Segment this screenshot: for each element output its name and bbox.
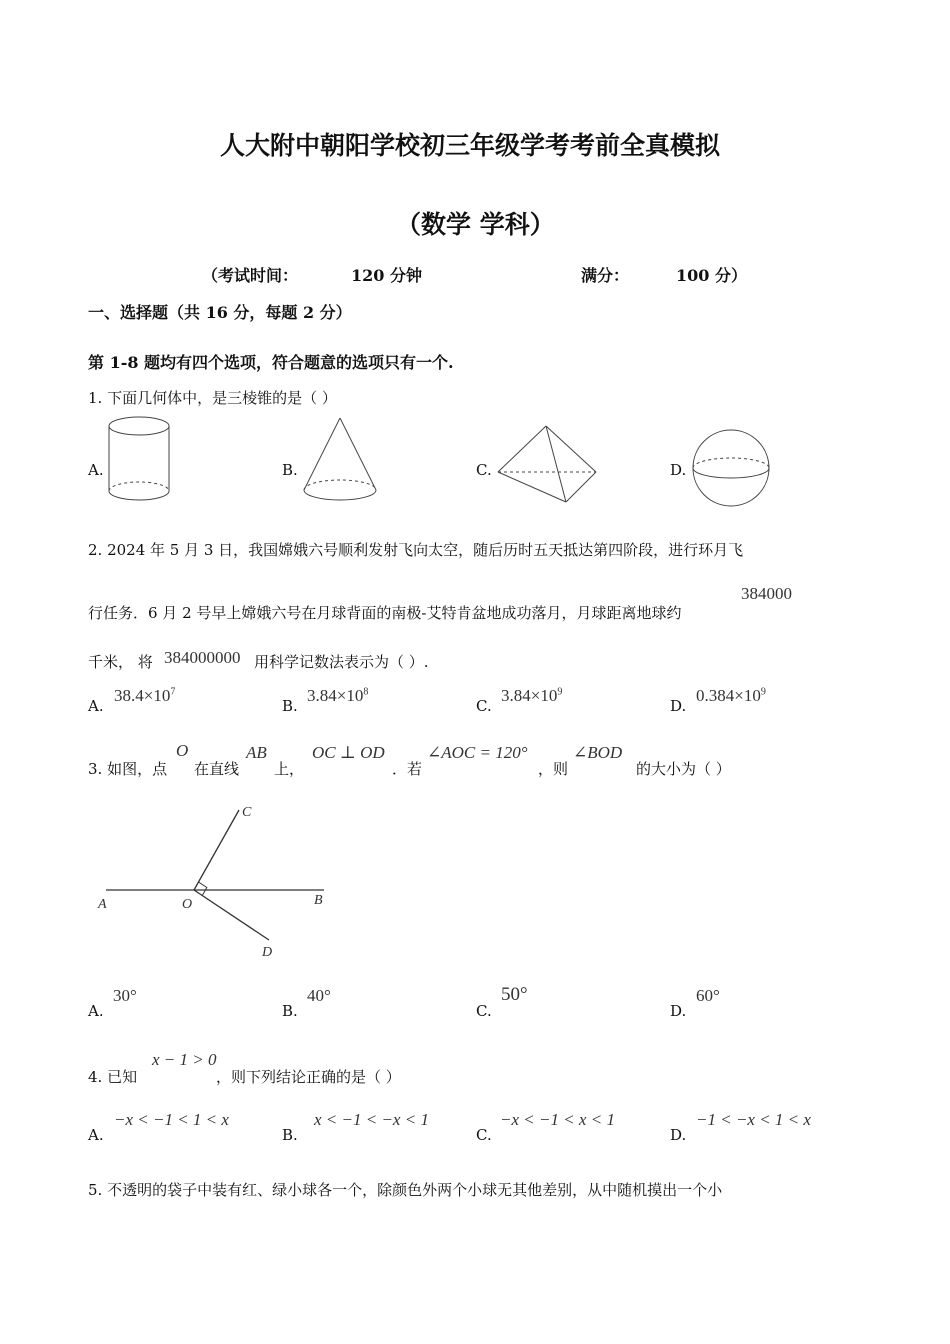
- q3-stem-part1: 3. 如图，点: [88, 760, 168, 778]
- q1-option-b-label: B.: [282, 461, 298, 479]
- triangular-pyramid-figure: [496, 424, 600, 506]
- q3-stem-part2: 在直线: [194, 760, 240, 778]
- q4-option-d-label: D.: [670, 1126, 687, 1144]
- q2-number: 384000000: [164, 648, 241, 667]
- cylinder-figure: [108, 416, 174, 504]
- q5-line1: 5. 不透明的袋子中装有红、绿小球各一个，除颜色外两个小球无其他差别，从中随机摸出一个小: [88, 1181, 723, 1199]
- full-score-value: 100 分）: [676, 266, 747, 285]
- q3-stem-part5: ，则: [538, 760, 569, 778]
- section-instruction: 第 1-8 题均有四个选项，符合题意的选项只有一个.: [88, 353, 454, 372]
- point-b-label: B: [314, 893, 323, 908]
- q3-angle-bod: ∠BOD: [573, 743, 623, 762]
- point-a-label: A: [98, 897, 107, 912]
- q1-stem: 1. 下面几何体中，是三棱锥的是（ ）: [88, 389, 337, 407]
- section-heading: 一、选择题（共 16 分，每题 2 分）: [88, 303, 352, 322]
- q2-option-b: $3.84\times 10^8$: [307, 686, 369, 705]
- q3-option-c: 50°: [501, 984, 528, 1005]
- exam-time-value: 120 分钟: [351, 266, 422, 285]
- q2-option-c-label: C.: [476, 697, 492, 715]
- point-d-label: D: [262, 945, 273, 960]
- q4-option-a: −x < −1 < 1 < x: [114, 1110, 229, 1129]
- q3-stem-part6: 的大小为（ ）: [636, 760, 731, 778]
- q3-stem-part3: 上，: [274, 760, 305, 778]
- q2-line2: 行任务．6 月 2 号早上嫦娥六号在月球背面的南极-艾特肯盆地成功落月，月球距离地球约: [88, 604, 682, 622]
- q3-angle-figure: [96, 798, 336, 966]
- full-score-label: 满分：: [581, 266, 630, 285]
- q4-option-b: x < −1 < −x < 1: [314, 1110, 429, 1129]
- q4-option-c-label: C.: [476, 1126, 492, 1144]
- q1-option-d-label: D.: [670, 461, 687, 479]
- exam-time-label: （考试时间：: [202, 266, 299, 285]
- q2-distance: 384000: [741, 584, 792, 603]
- q3-option-b: 40°: [307, 986, 331, 1005]
- q3-option-c-label: C.: [476, 1002, 492, 1020]
- q1-option-a-label: A.: [88, 461, 104, 479]
- q2-option-d-label: D.: [670, 697, 687, 715]
- q3-point-o: O: [176, 741, 189, 760]
- q2-option-b-label: B.: [282, 697, 298, 715]
- q3-option-a-label: A.: [88, 1002, 104, 1020]
- q3-option-d-label: D.: [670, 1002, 687, 1020]
- point-o-label: O: [182, 897, 193, 912]
- page-title: 人大附中朝阳学校初三年级学考考前全真模拟: [220, 131, 721, 160]
- q4-option-b-label: B.: [282, 1126, 298, 1144]
- subject-title: （数学 学科）: [396, 210, 555, 239]
- q2-option-c: $3.84\times 10^9$: [501, 686, 563, 705]
- q3-option-a: 30°: [113, 986, 137, 1005]
- q3-angle-aoc: ∠AOC = 120°: [427, 743, 528, 762]
- q2-line1: 2. 2024 年 5 月 3 日，我国嫦娥六号顺利发射飞向太空，随后历时五天抵达第四阶段，进行环月飞: [88, 541, 744, 559]
- q2-option-d: $0.384\times 10^9$: [696, 686, 766, 705]
- q1-option-c-label: C.: [476, 461, 492, 479]
- q3-option-b-label: B.: [282, 1002, 298, 1020]
- cone-figure: [302, 416, 378, 506]
- q3-option-d: 60°: [696, 986, 720, 1005]
- q4-option-a-label: A.: [88, 1126, 104, 1144]
- sphere-figure: [692, 429, 772, 509]
- point-c-label: C: [242, 805, 252, 820]
- q4-option-d: −1 < −x < 1 < x: [696, 1110, 811, 1129]
- q3-line-ab: AB: [246, 743, 267, 762]
- q4-stem-part1: 4. 已知: [88, 1068, 138, 1086]
- q4-option-c: −x < −1 < x < 1: [500, 1110, 615, 1129]
- q2-line3a: 千米， 将: [88, 653, 153, 671]
- q4-stem-part2: ，则下列结论正确的是（ ）: [216, 1068, 401, 1086]
- q2-option-a-label: A.: [88, 697, 104, 715]
- q3-stem-part4: ．若: [392, 760, 423, 778]
- q3-perpendicular: OC ⊥ OD: [312, 743, 385, 762]
- q4-condition: x − 1 > 0: [152, 1050, 217, 1069]
- q2-line3b: 用科学记数法表示为（ ）.: [254, 653, 429, 671]
- q2-option-a: $38.4\times 10^7$: [114, 686, 176, 705]
